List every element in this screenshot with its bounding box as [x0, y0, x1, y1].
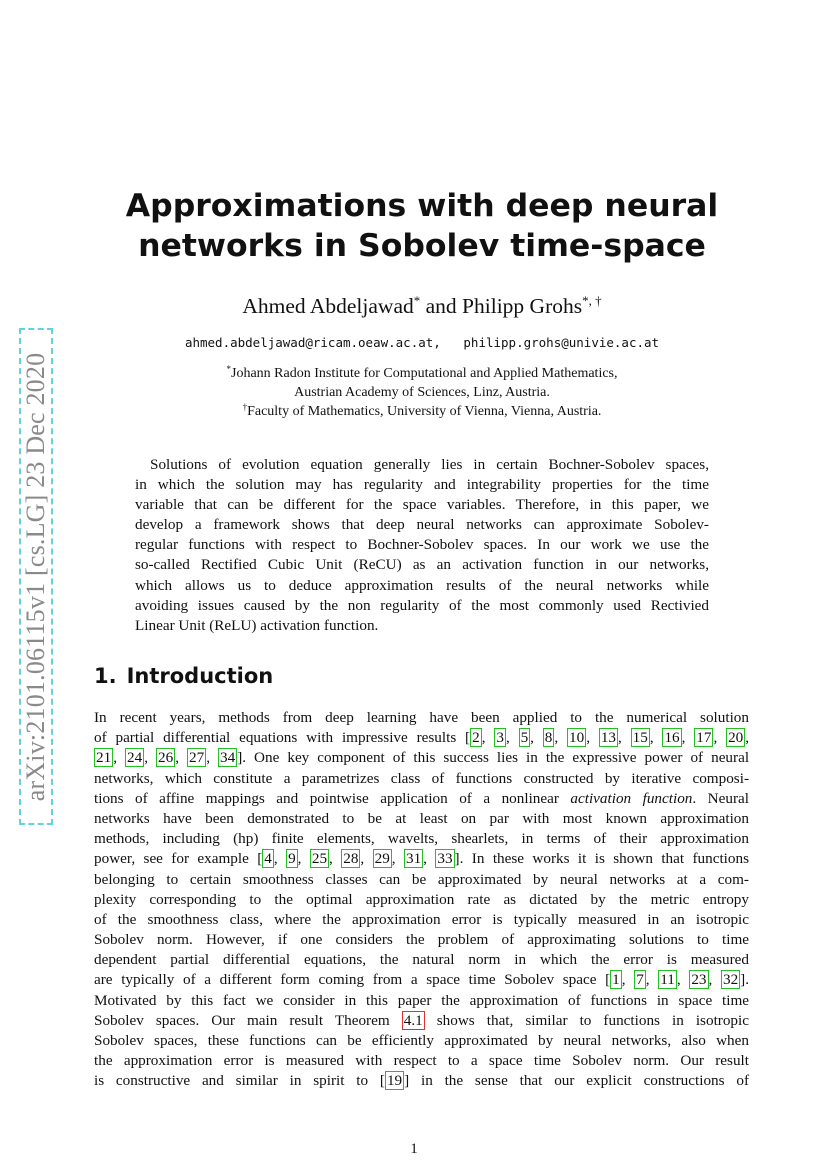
- text-segment: dependent partial differential equations, the natural norm in which the error is measured: [94, 951, 749, 969]
- text-line: [94, 789, 749, 809]
- text-segment: ]. In these works it is shown that functions: [454, 850, 750, 868]
- text-line: [94, 809, 749, 829]
- text-line: [94, 991, 749, 1011]
- affiliation-line: Johann Radon Institute for Computational and Applied Mathematics,: [231, 366, 618, 381]
- citation-link[interactable]: 33: [437, 850, 453, 868]
- text-segment: ,: [360, 850, 373, 868]
- citation-link[interactable]: 13: [600, 729, 616, 747]
- abstract-line: variable that can be different for the space variables. Therefore, in this paper, we: [135, 496, 709, 514]
- emphasized-term: activation function: [570, 789, 693, 807]
- text-segment: of the smoothness class, where the approximation error is typically measured in an isotropic: [94, 910, 749, 928]
- section-heading: [94, 664, 273, 688]
- author-list: [94, 292, 750, 320]
- citation-link[interactable]: 9: [288, 850, 296, 868]
- text-segment: ,: [505, 729, 519, 747]
- email-link[interactable]: philipp.grohs@univie.ac.at: [463, 335, 660, 350]
- citation-link[interactable]: 16: [664, 729, 680, 747]
- text-segment: plexity corresponding to the optimal approximation rate as dictated by the metric entropy: [94, 890, 749, 908]
- arxiv-stamp[interactable]: arXiv:2101.06115v1 [cs.LG] 23 Dec 2020: [21, 352, 50, 801]
- citation-link[interactable]: 19: [386, 1072, 403, 1090]
- text-segment: ,: [621, 971, 635, 989]
- affiliation-mark: †: [242, 402, 248, 412]
- citation-link[interactable]: 23: [691, 971, 707, 989]
- affiliations: [94, 364, 750, 421]
- text-segment: networks, which constitute a parametrizes class of functions constructed by iterative composi-: [94, 769, 749, 787]
- affiliation-line: Faculty of Mathematics, University of Vienna, Vienna, Austria.: [247, 404, 602, 419]
- text-segment: ]. One key component of this success lies in the expressive power of neural: [237, 749, 750, 767]
- text-segment: ,: [708, 971, 721, 989]
- text-line: [94, 748, 749, 768]
- abstract-line: develop a framework shows that deep neural networks can approximate Sobolev-: [135, 516, 709, 534]
- text-line: [94, 890, 749, 910]
- author-emails: [94, 335, 750, 350]
- citation-link[interactable]: 2: [472, 729, 480, 747]
- text-segment: ,: [481, 729, 495, 747]
- text-line: [94, 708, 749, 728]
- section-number: 1.: [94, 664, 117, 688]
- text-line: [94, 1031, 749, 1051]
- author-name: Philipp Grohs: [462, 294, 583, 318]
- section-title: Introduction: [126, 664, 274, 688]
- abstract: [135, 455, 709, 636]
- abstract-line: Solutions of evolution equation generally lies in certain Bochner-Sobolev spaces,: [150, 456, 709, 473]
- text-line: [94, 829, 749, 849]
- text-line: [94, 849, 749, 869]
- text-line: [94, 1071, 749, 1091]
- text-segment: ,: [144, 749, 156, 767]
- text-segment: tions of affine mappings and pointwise application of a nonlinear: [94, 789, 571, 807]
- text-segment: ] in the sense that our explicit constructions of: [404, 1072, 750, 1090]
- text-line: [94, 970, 749, 990]
- text-line: [94, 870, 749, 890]
- text-segment: ].: [740, 971, 750, 989]
- abstract-line: so-called Rectified Cubic Unit (ReCU) as an activation function in our networks,: [135, 556, 709, 574]
- citation-link[interactable]: 29: [374, 850, 390, 868]
- citation-link[interactable]: 5: [520, 729, 529, 747]
- text-segment: is constructive and similar in spirit to [: [94, 1072, 385, 1090]
- title-line: networks in Sobolev time-space: [138, 228, 706, 264]
- text-segment: are typically of a different form coming from a space time Sobolev space [: [94, 971, 611, 989]
- abstract-line: regular functions with respect to Bochner-Sobolev spaces. In our work we use the: [135, 536, 709, 554]
- citation-link[interactable]: 34: [220, 749, 236, 767]
- page-number: 1: [410, 1141, 418, 1157]
- citation-link[interactable]: 11: [660, 971, 675, 989]
- text-segment: Sobolev spaces. Our main result Theorem: [94, 1011, 402, 1029]
- abstract-line: Linear Unit (ReLU) activation function.: [135, 616, 379, 634]
- citation-link[interactable]: 21: [96, 749, 112, 767]
- citation-link[interactable]: 3: [496, 729, 504, 747]
- text-segment: ,: [530, 729, 543, 747]
- affiliation-line: Austrian Academy of Sciences, Linz, Austria.: [294, 385, 550, 400]
- text-segment: ,: [586, 729, 599, 747]
- text-segment: Sobolev norm. However, if one considers the problem of approximating solutions to time: [94, 931, 749, 949]
- text-segment: ,: [681, 729, 695, 747]
- text-segment: ,: [649, 729, 663, 747]
- affiliation: [94, 364, 750, 383]
- author-name: Ahmed Abdeljawad: [242, 294, 414, 318]
- text-line: [94, 1011, 749, 1031]
- text-line: [94, 930, 749, 950]
- text-segment: ,: [423, 850, 436, 868]
- text-segment: ,: [206, 749, 218, 767]
- citation-link[interactable]: 26: [158, 749, 174, 767]
- citation-link[interactable]: 27: [189, 749, 205, 767]
- theorem-reference-link[interactable]: 4.1: [403, 1011, 423, 1029]
- text-segment: ,: [113, 749, 125, 767]
- text-segment: ,: [676, 971, 690, 989]
- text-segment: ,: [618, 729, 631, 747]
- text-segment: Sobolev spaces, these functions can be efficiently approximated by neural networks, also when: [94, 1032, 749, 1049]
- text-segment: . Neural: [692, 789, 750, 807]
- citation-link[interactable]: 7: [636, 971, 644, 989]
- abstract-line: which allows us to deduce approximation results of the neural networks while: [135, 576, 709, 594]
- abstract-line: in which the solution may has regularity and integrability properties for the time: [135, 476, 709, 494]
- citation-link[interactable]: 32: [722, 971, 739, 989]
- citation-link[interactable]: 8: [544, 729, 553, 747]
- affiliation: [94, 402, 750, 421]
- affiliation-mark: *, †: [582, 293, 602, 308]
- citation-link[interactable]: 4: [264, 850, 272, 868]
- text-segment: ,: [554, 729, 567, 747]
- text-segment: ,: [391, 850, 404, 868]
- affiliation-mark: *: [413, 293, 421, 308]
- citation-link[interactable]: 25: [311, 850, 328, 868]
- citation-link[interactable]: 10: [569, 729, 585, 747]
- text-line: [94, 728, 749, 748]
- author-connector: and: [420, 294, 463, 318]
- text-segment: shows that, similar to functions in isotropic: [424, 1011, 749, 1029]
- affiliation: [94, 383, 750, 402]
- text-segment: ,: [645, 971, 659, 989]
- text-segment: of partial differential equations with impressive results [: [94, 729, 471, 747]
- text-line: [94, 910, 749, 930]
- text-line: [94, 950, 749, 970]
- citation-link[interactable]: 31: [405, 850, 422, 868]
- text-line: [94, 1051, 749, 1071]
- text-segment: ,: [745, 729, 750, 747]
- text-segment: methods, including (hp) finite elements, wavelts, shearlets, in terms of their approximation: [94, 830, 749, 848]
- affiliation-mark: *: [226, 364, 231, 374]
- text-segment: ,: [297, 850, 310, 868]
- citation-link[interactable]: 28: [343, 850, 359, 868]
- arxiv-stamp-box: [19, 328, 53, 825]
- paper-title: [94, 186, 750, 266]
- text-segment: Motivated by this fact we consider in this paper the approximation of functions in space time: [94, 991, 749, 1009]
- citation-link[interactable]: 17: [696, 729, 712, 747]
- text-segment: networks have been demonstrated to be at least on par with most known approximation: [94, 809, 749, 827]
- title-line: Approximations with deep neural: [125, 188, 719, 224]
- citation-link[interactable]: 15: [632, 729, 648, 747]
- abstract-line: avoiding issues caused by the non regularity of the most commonly used Rectivied: [135, 596, 709, 614]
- text-segment: belonging to certain smoothness classes can be approximated by neural networks at a com-: [94, 870, 749, 888]
- text-segment: ,: [175, 749, 187, 767]
- introduction-text: [94, 708, 749, 1092]
- citation-link[interactable]: 24: [127, 749, 143, 767]
- citation-link[interactable]: 1: [612, 971, 620, 989]
- text-segment: power, see for example [: [94, 850, 263, 868]
- text-segment: ,: [273, 850, 287, 868]
- text-segment: ,: [713, 729, 727, 747]
- text-segment: the approximation error is measured with respect to a space time Sobolev norm. Our result: [94, 1052, 749, 1070]
- text-segment: ,: [329, 850, 342, 868]
- text-line: [94, 769, 749, 789]
- text-segment: In recent years, methods from deep learning have been applied to the numerical solution: [94, 709, 749, 726]
- citation-link[interactable]: 20: [728, 729, 744, 747]
- email-link[interactable]: ahmed.abdeljawad@ricam.oeaw.ac.at,: [184, 335, 441, 350]
